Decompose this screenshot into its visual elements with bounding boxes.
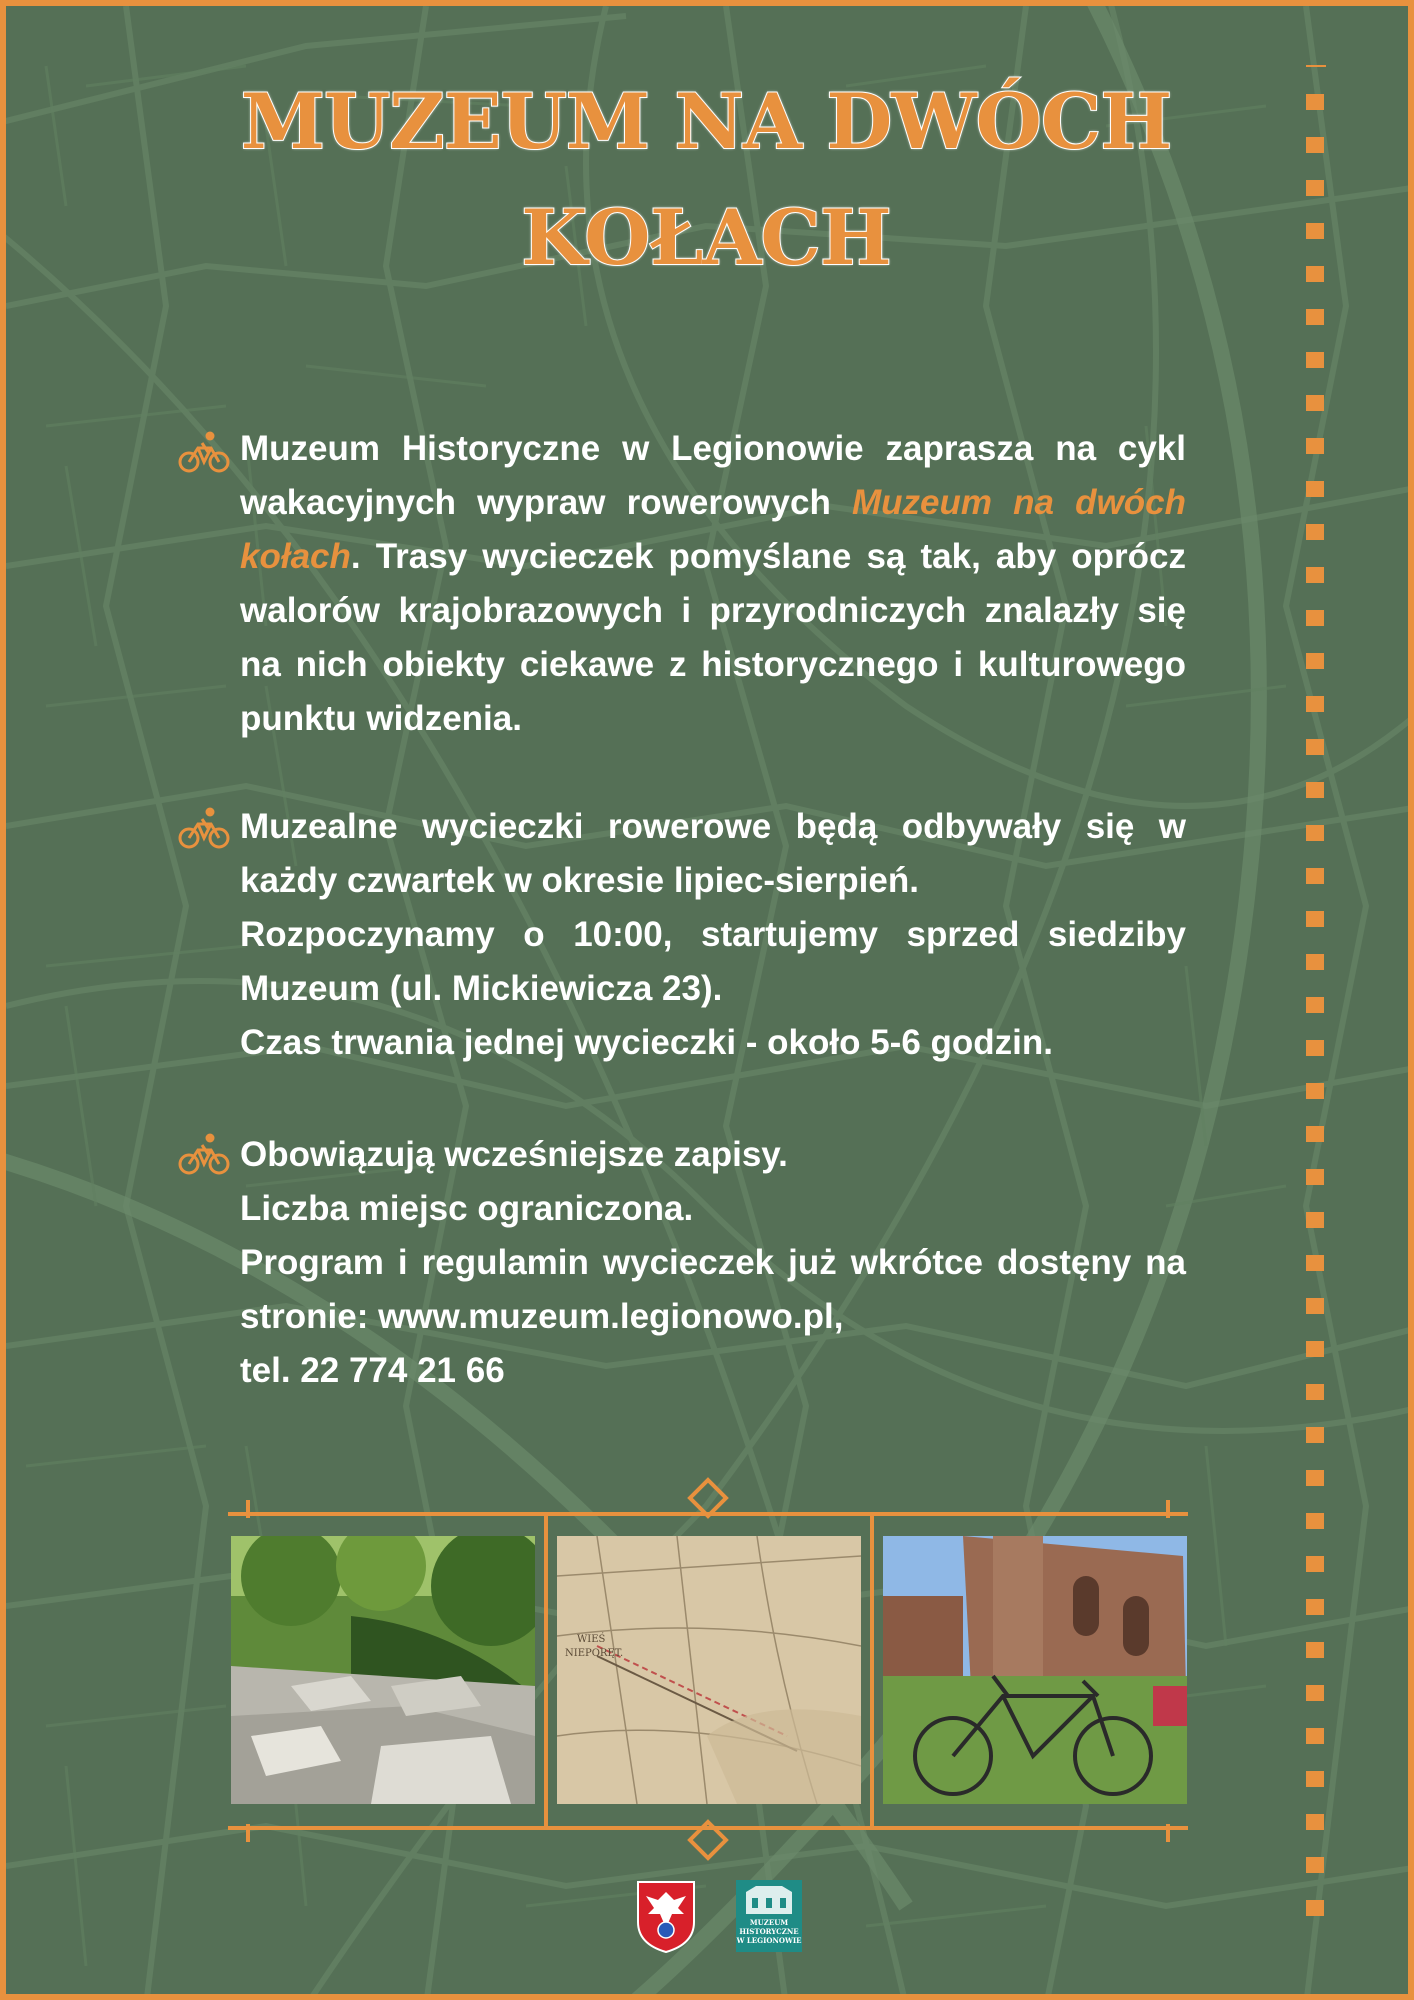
ruin-bicycle-photo	[883, 1536, 1187, 1804]
program-info-text: Program i regulamin wycieczek już wkrótce dostęny na stronie: www.muzeum.legionowo.pl,	[240, 1243, 1186, 1336]
film-strip-decoration	[1304, 64, 1328, 1964]
intro-text-rest: . Trasy wycieczek pomyślane są tak, aby oprócz walorów krajobrazowych i przyrodniczych znalazły się na nich obiekty ciekawe z historycznego i kulturowego punktu widzenia.	[240, 537, 1186, 738]
start-time-text: Rozpoczynamy o 10:00, startujemy sprzed siedziby Muzeum (ul. Mickiewicza 23).	[240, 915, 1186, 1008]
museum-logo-line-2: HISTORYCZNE	[739, 1927, 799, 1936]
program-name-highlight: Muzeum na dwóch kołach	[240, 483, 1186, 576]
map-label-village-name: NIEPORĘT.	[565, 1648, 624, 1659]
intro-paragraph	[240, 422, 1186, 746]
phone-text: tel. 22 774 21 66	[240, 1351, 505, 1390]
museum-logo-line-3: W LEGIONOWIE	[736, 1936, 802, 1945]
limited-places-text: Liczba miejsc ograniczona.	[240, 1189, 694, 1228]
park-photo	[231, 1536, 535, 1804]
coat-of-arms-icon	[634, 1878, 698, 1954]
intro-text: Muzeum Historyczne w Legionowie zaprasza na cykl wakacyjnych wypraw rowerowych	[240, 429, 1186, 522]
title-line-1: MUZEUM NA DWÓCH	[240, 77, 1172, 166]
museum-logo-line-1: MUZEUM	[749, 1918, 789, 1927]
historical-map-photo	[557, 1536, 861, 1804]
title-line-2: KOŁACH	[521, 193, 891, 282]
schedule-paragraph	[240, 800, 1186, 1070]
schedule-text: Muzealne wycieczki rowerowe będą odbywały się w każdy czwartek w okresie lipiec-sierpień.	[240, 807, 1186, 900]
bicycle-icon	[178, 1132, 230, 1176]
poster-title	[156, 64, 1256, 296]
map-label-village: WIEŚ	[577, 1634, 606, 1645]
registration-text: Obowiązują wcześniejsze zapisy.	[240, 1135, 788, 1174]
bicycle-icon	[178, 430, 230, 474]
bicycle-icon	[178, 806, 230, 850]
registration-paragraph	[240, 1128, 1186, 1398]
duration-text: Czas trwania jednej wycieczki - około 5-6 godzin.	[240, 1023, 1053, 1062]
museum-logo-icon	[734, 1878, 804, 1954]
